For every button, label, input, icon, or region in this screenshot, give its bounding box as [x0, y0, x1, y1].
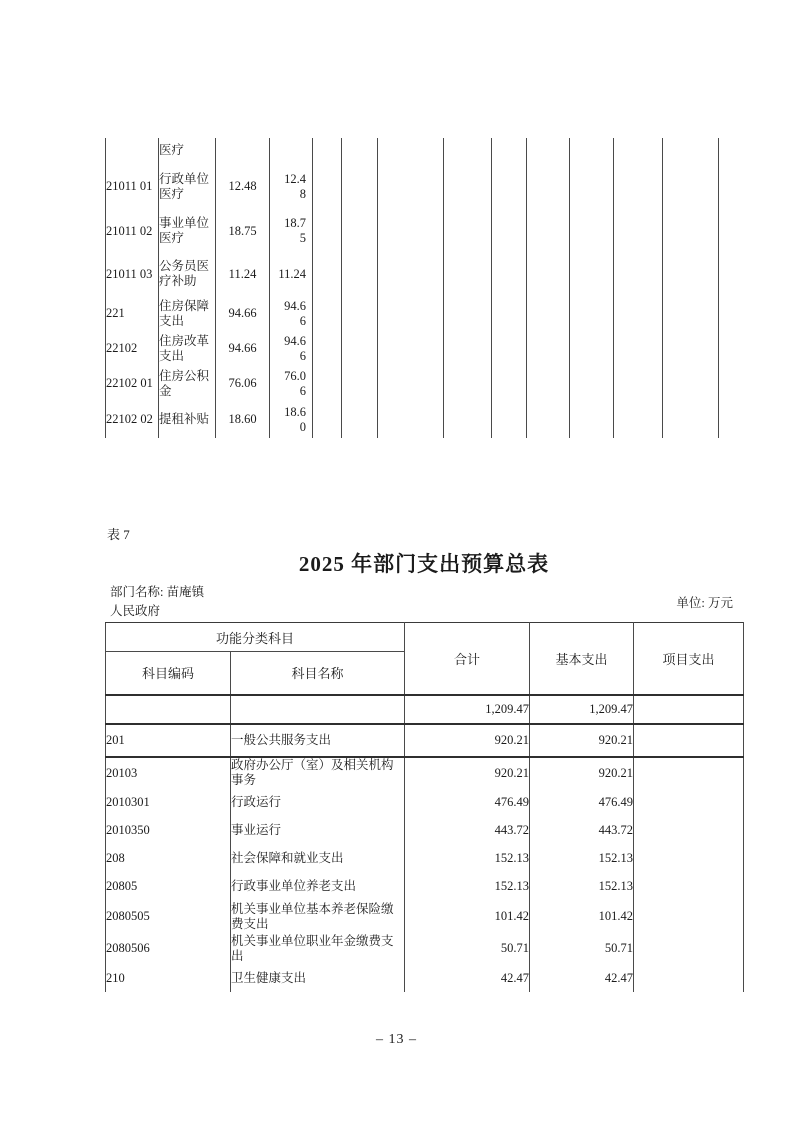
cell-empty	[378, 163, 444, 210]
cell-basic	[270, 366, 313, 401]
cell-empty	[492, 138, 527, 163]
cell-code: 201	[106, 724, 231, 757]
cell-code: 208	[106, 845, 231, 873]
cell-empty	[444, 331, 492, 366]
cell-empty	[342, 210, 378, 252]
cell-empty	[614, 163, 663, 210]
expense-continuation-rows	[106, 138, 719, 438]
cell-basic: 1,209.47	[530, 695, 634, 724]
cell-code: 2010301	[106, 789, 231, 817]
cell-empty	[492, 252, 527, 296]
cell-empty	[444, 401, 492, 438]
table-row	[106, 401, 719, 438]
cell-name: 住房公积金	[159, 366, 216, 401]
cell-empty	[527, 138, 570, 163]
cell-code	[106, 695, 231, 724]
cell-code: 221	[106, 296, 159, 331]
cell-project	[634, 873, 744, 901]
cell-empty	[444, 138, 492, 163]
table-row	[106, 965, 744, 992]
cell-empty	[313, 252, 342, 296]
table-number-label: 表 7	[107, 527, 130, 542]
cell-empty	[570, 252, 614, 296]
cell-project	[634, 901, 744, 933]
cell-total: 94.66	[216, 296, 270, 331]
cell-project	[634, 933, 744, 965]
cell-empty	[492, 331, 527, 366]
cell-total: 18.60	[216, 401, 270, 438]
cell-empty	[527, 210, 570, 252]
cell-empty	[614, 331, 663, 366]
table-row	[106, 817, 744, 845]
table-row	[106, 695, 744, 724]
cell-name: 住房改革支出	[159, 331, 216, 366]
cell-empty	[313, 401, 342, 438]
cell-name: 机关事业单位职业年金缴费支出	[231, 933, 405, 965]
cell-empty	[614, 210, 663, 252]
cell-name: 行政单位医疗	[159, 163, 216, 210]
wrapped-number: 12.48	[284, 171, 306, 201]
table-row	[106, 296, 719, 331]
table-row	[106, 210, 719, 252]
cell-empty	[342, 138, 378, 163]
cell-empty	[570, 138, 614, 163]
department-name-line1: 部门名称: 苗庵镇	[110, 585, 205, 599]
header-total: 合计	[405, 623, 530, 695]
cell-empty	[570, 163, 614, 210]
cell-empty	[378, 296, 444, 331]
cell-total: 101.42	[405, 901, 530, 933]
cell-empty	[663, 210, 719, 252]
cell-empty	[570, 296, 614, 331]
cell-empty	[313, 163, 342, 210]
cell-code: 21011 01	[106, 163, 159, 210]
cell-total: 152.13	[405, 873, 530, 901]
page-number: – 13 –	[376, 1032, 417, 1047]
wrapped-number: 18.75	[284, 216, 306, 245]
header-row-1	[106, 623, 744, 652]
cell-total: 50.71	[405, 933, 530, 965]
cell-empty	[663, 163, 719, 210]
cell-project	[634, 965, 744, 992]
table-row	[106, 163, 719, 210]
cell-name: 公务员医疗补助	[159, 252, 216, 296]
cell-empty	[570, 210, 614, 252]
cell-empty	[444, 366, 492, 401]
cell-empty	[444, 210, 492, 252]
cell-basic: 920.21	[530, 724, 634, 757]
cell-empty	[663, 252, 719, 296]
budget-summary-table	[105, 622, 744, 992]
cell-empty	[614, 366, 663, 401]
cell-empty	[527, 401, 570, 438]
unit-label: 单位: 万元	[676, 596, 733, 610]
cell-empty	[444, 163, 492, 210]
cell-empty	[663, 366, 719, 401]
table-row	[106, 901, 744, 933]
cell-code: 20103	[106, 757, 231, 789]
cell-code: 2010350	[106, 817, 231, 845]
wrapped-number: 94.66	[284, 298, 306, 328]
cell-code: 22102	[106, 331, 159, 366]
cell-code: 21011 03	[106, 252, 159, 296]
cell-name: 卫生健康支出	[231, 965, 405, 992]
wrapped-number: 11.24	[278, 266, 306, 281]
header-functional-category: 功能分类科目	[106, 623, 405, 652]
cell-empty	[492, 163, 527, 210]
cell-basic: 476.49	[530, 789, 634, 817]
cell-empty	[614, 252, 663, 296]
cell-basic: 152.13	[530, 873, 634, 901]
table-row	[106, 757, 744, 789]
cell-empty	[313, 210, 342, 252]
table-row	[106, 845, 744, 873]
cell-total: 11.24	[216, 252, 270, 296]
cell-total: 476.49	[405, 789, 530, 817]
cell-basic: 443.72	[530, 817, 634, 845]
cell-code: 20805	[106, 873, 231, 901]
table-row	[106, 331, 719, 366]
budget-table-body	[106, 695, 744, 992]
cell-name	[231, 695, 405, 724]
cell-empty	[313, 138, 342, 163]
wrapped-number: 76.06	[284, 368, 306, 398]
cell-name: 事业运行	[231, 817, 405, 845]
cell-empty	[378, 138, 444, 163]
cell-empty	[378, 401, 444, 438]
cell-empty	[527, 366, 570, 401]
table-row	[106, 933, 744, 965]
cell-empty	[492, 296, 527, 331]
department-name-line2: 人民政府	[110, 604, 161, 618]
cell-empty	[378, 210, 444, 252]
cell-basic: 42.47	[530, 965, 634, 992]
cell-empty	[527, 296, 570, 331]
cell-basic: 50.71	[530, 933, 634, 965]
header-subject-name: 科目名称	[231, 652, 405, 695]
cell-project	[634, 817, 744, 845]
cell-basic: 920.21	[530, 757, 634, 789]
cell-total: 920.21	[405, 724, 530, 757]
cell-code: 22102 01	[106, 366, 159, 401]
cell-basic	[270, 138, 313, 163]
cell-project	[634, 757, 744, 789]
cell-project	[634, 789, 744, 817]
cell-empty	[313, 366, 342, 401]
cell-empty	[663, 296, 719, 331]
cell-code: 2080506	[106, 933, 231, 965]
cell-basic	[270, 163, 313, 210]
cell-name: 行政运行	[231, 789, 405, 817]
cell-total: 152.13	[405, 845, 530, 873]
cell-name: 机关事业单位基本养老保险缴费支出	[231, 901, 405, 933]
cell-empty	[342, 163, 378, 210]
cell-total: 1,209.47	[405, 695, 530, 724]
cell-empty	[527, 163, 570, 210]
cell-name: 政府办公厅（室）及相关机构事务	[231, 757, 405, 789]
cell-empty	[492, 210, 527, 252]
table-row	[106, 724, 744, 757]
cell-empty	[313, 296, 342, 331]
header-subject-code: 科目编码	[106, 652, 231, 695]
cell-total: 443.72	[405, 817, 530, 845]
table-row	[106, 873, 744, 901]
cell-empty	[663, 401, 719, 438]
cell-total: 42.47	[405, 965, 530, 992]
cell-empty	[614, 138, 663, 163]
cell-basic	[270, 210, 313, 252]
cell-empty	[570, 331, 614, 366]
cell-basic	[270, 296, 313, 331]
cell-empty	[342, 401, 378, 438]
cell-total: 76.06	[216, 366, 270, 401]
table-row	[106, 789, 744, 817]
wrapped-number: 18.60	[284, 404, 306, 434]
cell-code: 210	[106, 965, 231, 992]
cell-total	[216, 138, 270, 163]
cell-empty	[313, 331, 342, 366]
cell-empty	[378, 331, 444, 366]
cell-total: 920.21	[405, 757, 530, 789]
cell-basic: 101.42	[530, 901, 634, 933]
cell-code	[106, 138, 159, 163]
cell-empty	[444, 296, 492, 331]
cell-project	[634, 724, 744, 757]
cell-basic: 152.13	[530, 845, 634, 873]
cell-project	[634, 845, 744, 873]
cell-name: 行政事业单位养老支出	[231, 873, 405, 901]
header-basic-expense: 基本支出	[530, 623, 634, 695]
cell-code: 22102 02	[106, 401, 159, 438]
header-project-expense: 项目支出	[634, 623, 744, 695]
cell-name: 医疗	[159, 138, 216, 163]
cell-empty	[378, 252, 444, 296]
cell-empty	[492, 401, 527, 438]
cell-empty	[444, 252, 492, 296]
cell-empty	[342, 366, 378, 401]
cell-name: 社会保障和就业支出	[231, 845, 405, 873]
cell-empty	[663, 331, 719, 366]
budget-table-header	[106, 623, 744, 695]
cell-basic	[270, 252, 313, 296]
page-title: 2025 年部门支出预算总表	[298, 552, 550, 576]
cell-empty	[342, 252, 378, 296]
cell-code: 2080505	[106, 901, 231, 933]
cell-empty	[527, 331, 570, 366]
table-row	[106, 252, 719, 296]
cell-basic	[270, 401, 313, 438]
cell-empty	[570, 401, 614, 438]
table-row	[106, 138, 719, 163]
cell-name: 住房保障支出	[159, 296, 216, 331]
cell-empty	[492, 366, 527, 401]
cell-empty	[614, 296, 663, 331]
cell-project	[634, 695, 744, 724]
cell-total: 12.48	[216, 163, 270, 210]
table-row	[106, 366, 719, 401]
cell-empty	[527, 252, 570, 296]
expense-continuation-table	[105, 138, 719, 438]
cell-empty	[663, 138, 719, 163]
cell-empty	[378, 366, 444, 401]
cell-basic	[270, 331, 313, 366]
cell-name: 提租补贴	[159, 401, 216, 438]
cell-total: 18.75	[216, 210, 270, 252]
cell-name: 事业单位医疗	[159, 210, 216, 252]
department-name	[110, 583, 204, 621]
cell-name: 一般公共服务支出	[231, 724, 405, 757]
cell-total: 94.66	[216, 331, 270, 366]
cell-empty	[570, 366, 614, 401]
cell-empty	[614, 401, 663, 438]
cell-empty	[342, 296, 378, 331]
cell-empty	[342, 331, 378, 366]
wrapped-number: 94.66	[284, 333, 306, 363]
cell-code: 21011 02	[106, 210, 159, 252]
